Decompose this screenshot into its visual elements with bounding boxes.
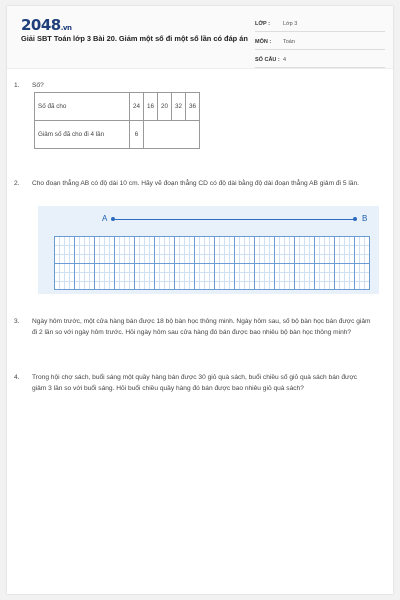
table-cell: 16 [144, 93, 158, 121]
question-text: Số? [32, 82, 44, 89]
question-number: 1. [14, 82, 20, 89]
question-text: Trong hội chợ sách, buổi sáng một quầy hàng bán được 30 giỏ quà sách, buổi chiều số giỏ quà sách bán được giảm 3 lần so với buổi sáng. Hỏi buổi chiều quầy hàng đó bán được bao nhiêu giỏ quà sách? [32, 374, 358, 392]
table-row [35, 93, 200, 121]
segment-ab-line [114, 219, 354, 220]
segment-end-label: B [362, 214, 368, 223]
table-cell: 36 [186, 93, 200, 121]
meta-row-count [255, 53, 385, 68]
table-cell: 32 [172, 93, 186, 121]
segment-end-point [353, 217, 357, 221]
meta-label-subject: MÔN : [255, 39, 272, 45]
meta-value-grade: Lớp 3 [283, 21, 298, 27]
table-cell-empty [144, 121, 200, 149]
table-cell: 6 [130, 121, 144, 149]
question-number: 2. [14, 180, 20, 187]
table-cell-label: Số đã cho [35, 93, 130, 121]
question-number: 3. [14, 318, 20, 325]
site-logo[interactable] [21, 16, 71, 34]
question-text: Ngày hôm trước, một cửa hàng bán được 18 bộ bàn học thông minh. Ngày hôm sau, số bộ bàn học bán được giảm đi 2 lần so với ngày hôm trước. Hỏi ngày hôm sau cửa hàng đó bán được bao nhiêu bộ bàn học thông minh? [32, 318, 371, 336]
meta-row-subject [255, 35, 385, 50]
number-table [34, 92, 200, 149]
table-cell: 24 [130, 93, 144, 121]
grid-paper[interactable] [54, 236, 370, 290]
meta-info [255, 17, 385, 71]
meta-label-count: SỐ CÂU : [255, 57, 280, 63]
question-number: 4. [14, 374, 20, 381]
meta-label-grade: LỚP : [255, 21, 270, 27]
table-cell: 20 [158, 93, 172, 121]
logo-suffix: .vn [60, 24, 72, 32]
logo-main: 2048 [21, 16, 61, 34]
meta-row-grade [255, 17, 385, 32]
meta-value-subject: Toán [283, 39, 295, 45]
page-title: Giải SBT Toán lớp 3 Bài 20. Giảm một số đi một số lần có đáp án [21, 34, 248, 43]
question-text: Cho đoạn thẳng AB có độ dài 10 cm. Hãy vẽ đoạn thẳng CD có độ dài bằng độ dài đoạn thẳng AB giảm đi 5 lần. [32, 180, 359, 187]
table-cell-label: Giảm số đã cho đi 4 lần [35, 121, 130, 149]
table-row [35, 121, 200, 149]
segment-start-label: A [102, 214, 108, 223]
meta-value-count: 4 [283, 57, 287, 63]
worksheet-header [7, 6, 393, 69]
